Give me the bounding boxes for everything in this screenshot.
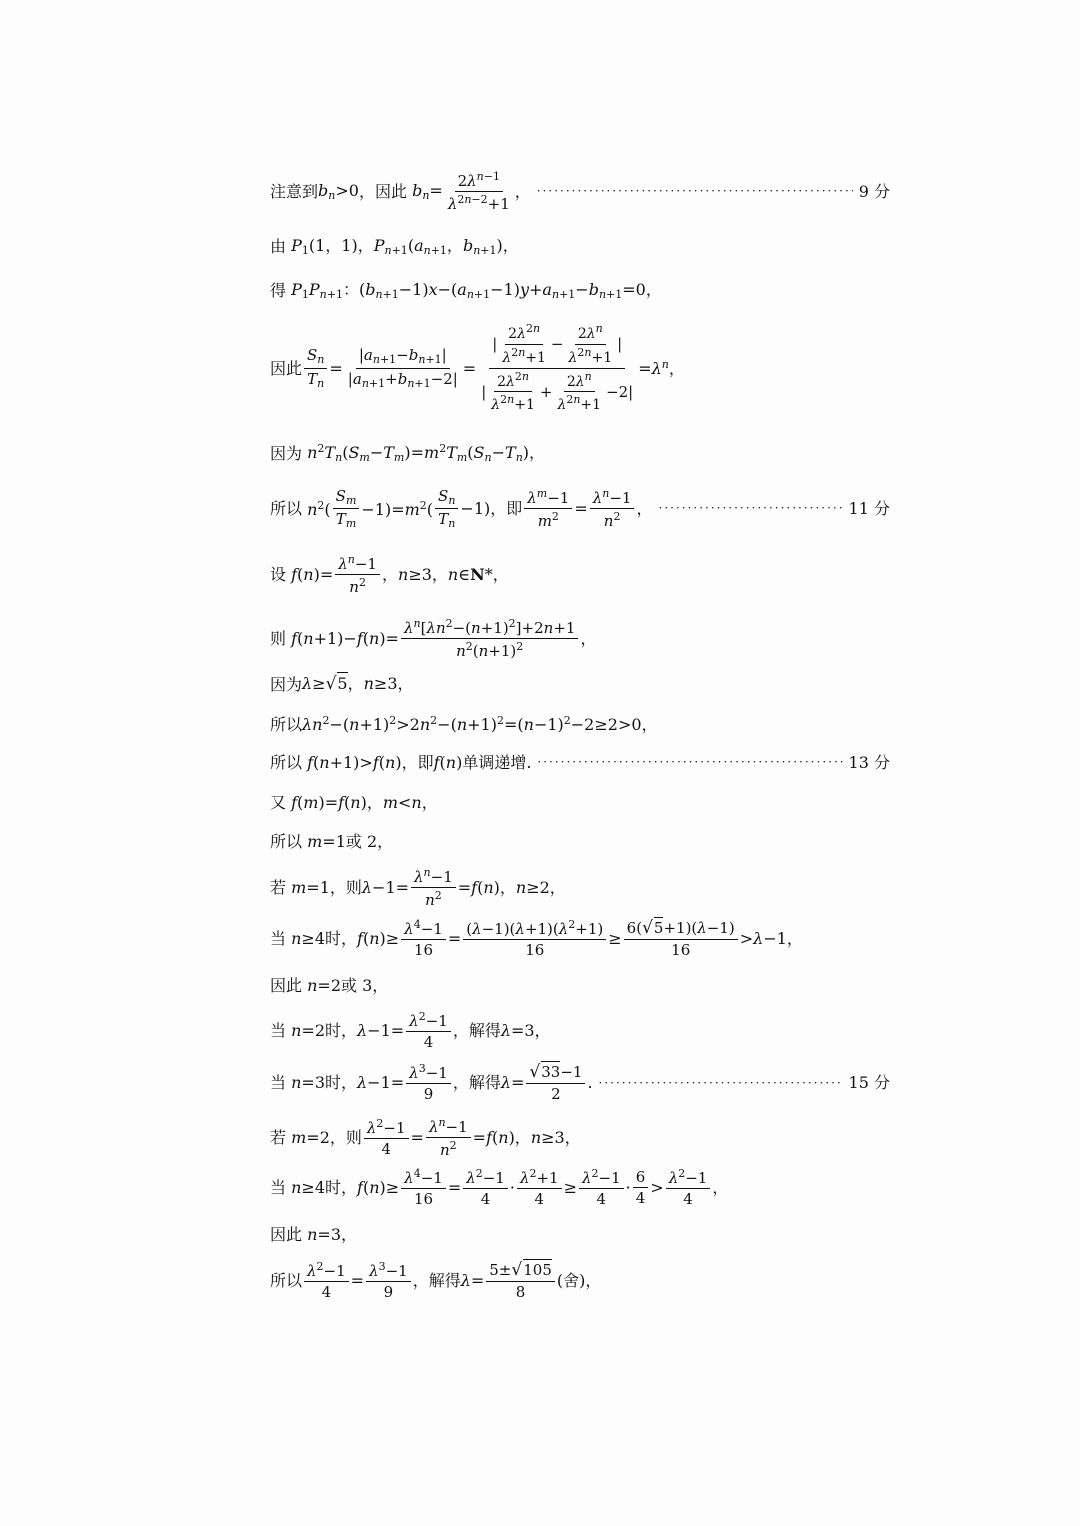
text: 当	[270, 929, 287, 949]
text: 时，	[325, 1177, 358, 1197]
line-10: 所以 $\lambda n^2-(n+1)^2>2n^2-(n+1)^2=(n-1)^2-2\ge 2>0$，	[270, 714, 658, 734]
text: 则	[270, 628, 287, 648]
score-label: 11 分	[848, 499, 890, 519]
text: 因此	[270, 976, 303, 995]
text: 所以	[270, 832, 303, 851]
text: 因为	[270, 443, 303, 463]
text: 当	[270, 1177, 287, 1197]
text: 因此	[270, 1225, 303, 1244]
score-label: 15 分	[848, 1073, 890, 1093]
text: 时，	[325, 1073, 358, 1093]
text: 时，	[325, 929, 358, 949]
text: 设	[270, 564, 287, 584]
line-21: 因此 n=3，	[270, 1225, 358, 1244]
text: 所以	[270, 499, 303, 519]
text: 单调递增.	[462, 753, 532, 772]
line-16: 因此 n=2 或 3，	[270, 976, 389, 995]
line-22: 所以 $\frac{\lambda^2-1}{4}$ = $\frac{\lambda^3-1}{9}$ ，解得 λ= $\frac{5\pm√105}{8}$ (舍)，	[270, 1260, 602, 1302]
line-17: 当 n=2 时， λ−1= $\frac{\lambda^2-1}{4}$ ，解得 λ=3，	[270, 1010, 551, 1051]
line-11: 所以 f(n+1)>f(n) ，即 f(n) 单调递增. ····· 13 分	[270, 753, 890, 772]
text: (舍)，	[556, 1271, 602, 1291]
text: 因此	[270, 358, 303, 378]
line-7: 设 f(n)= $\frac{\lambda^n-1}{n^2}$ ，n≥3，n∈N*，	[270, 553, 509, 596]
text: ，即	[401, 753, 434, 772]
line-18: 当 n=3 时， λ−1= $\frac{\lambda^3-1}{9}$ ，解得 λ= $\frac{√33-1}{2}$ . ····· 15 分	[270, 1062, 890, 1103]
text: 若	[270, 1127, 287, 1147]
score-leader	[537, 184, 853, 198]
text: 所以	[270, 714, 303, 734]
score-label: 13 分	[848, 753, 890, 772]
text: 或 2，	[345, 832, 394, 851]
score-leader	[537, 755, 842, 769]
line-3: 得 $P_1P_{n+1}$：$(b_{n+1}-1)x-(a_{n+1}-1)y+a_{n+1}-b_{n+1}=0$，	[270, 280, 662, 301]
text: 因为	[270, 674, 303, 694]
text: ，因此	[358, 181, 407, 201]
text: 当	[270, 1073, 287, 1093]
text: ，即	[490, 499, 523, 519]
line-9: 因为 λ≥√5，n≥3，	[270, 674, 414, 694]
text: 所以	[270, 1271, 303, 1291]
line-12: 又 f(m)=f(n)，m<n，	[270, 793, 438, 812]
text: 注意到	[270, 181, 319, 201]
text: ，解得	[452, 1020, 501, 1040]
formula-fraction: $\frac{2\lambda^{n-1}}{\lambda^{2n-2}+1}$	[447, 170, 510, 213]
text: 所以	[270, 753, 303, 772]
text: 得	[270, 281, 287, 300]
text: 若	[270, 877, 287, 897]
text: ，则	[329, 877, 362, 897]
line-20: 当 n≥4 时， f(n)≥ $\frac{\lambda^4-1}{16}$ = $\frac{\lambda^2-1}{4}$ · $\frac{\lambda^2+1}{4}$ ≥ $\frac{\lambda^2-1}{4}$ · $\frac{6}{4}$ > $\frac{\lambda^2-1}{4}$ ，	[270, 1167, 729, 1208]
text: 又	[270, 793, 287, 812]
text: 由	[270, 237, 287, 256]
line-4: 因此 $\frac{S_n}{T_n}$ = $\frac{|a_{n+1}-b_{n+1}|}{|a_{n+1}+b_{n+1}-2|}$ = | $\frac{2\lambda^{2n}}{\lambda^{2n}+1}$ − $\frac{2\lambda^n}{\lambda^{2n}+1}$ | | $\frac{2\lambda^{2n}}{\lambda^{2n}+1}$ + $\frac{2\lambda^n}{\lambda^{2n}+1}$ −2| $=\lambda^n$，	[270, 322, 685, 414]
text: 时，	[325, 1020, 358, 1040]
line-6: 所以 $n^2$( $\frac{S_m}{T_m}$ $-1)=m^2$( $\frac{S_n}{T_n}$ −1) ，即 $\frac{\lambda^m-1}{m^2}$ = $\frac{\lambda^n-1}{n^2}$ ， ····· 11 分	[270, 487, 890, 530]
text: 当	[270, 1020, 287, 1040]
line-15: 当 n≥4 时， f(n)≥ $\frac{\lambda^4-1}{16}$ = $\frac{(\lambda-1)(\lambda+1)(\lambda^2+1)}{16}$ ≥ $\frac{6(√5+1)(\lambda-1)}{16}$ >λ−1，	[270, 918, 803, 960]
score-leader	[659, 501, 843, 515]
score-leader	[599, 1076, 843, 1090]
line-8: 则 f(n+1)−f(n)= $\frac{\lambda^n[\lambda n^2-(n+1)^2]+2n+1}{n^2(n+1)^2}$ ，	[270, 617, 597, 660]
line-14: 若 m=1 ，则 λ−1= $\frac{\lambda^n-1}{n^2}$ =f(n)，n≥2，	[270, 866, 566, 909]
line-13: 所以 m=1 或 2，	[270, 832, 394, 851]
line-19: 若 m=2 ，则 $\frac{\lambda^2-1}{4}$ = $\frac{\lambda^n-1}{n^2}$ =f(n)，n≥3，	[270, 1116, 581, 1159]
line-2: 由 $P_1(1$，1)，$P_{n+1}(a_{n+1}$，$b_{n+1}$)，	[270, 236, 519, 257]
line-5: 因为 $n^2T_n(S_m-T_m)=m^2T_m(S_n-T_n)$，	[270, 442, 546, 464]
line-1: 注意到 $b_n>0$ ，因此 $b_n=$ $\frac{2\lambda^{n-1}}{\lambda^{2n-2}+1}$ ， ····· 9 分	[270, 170, 890, 213]
text: ，则	[329, 1127, 362, 1147]
score-label: 9 分	[858, 181, 890, 201]
text: ，解得	[412, 1271, 461, 1291]
text: ，解得	[452, 1073, 501, 1093]
text: 或 3，	[341, 976, 389, 995]
